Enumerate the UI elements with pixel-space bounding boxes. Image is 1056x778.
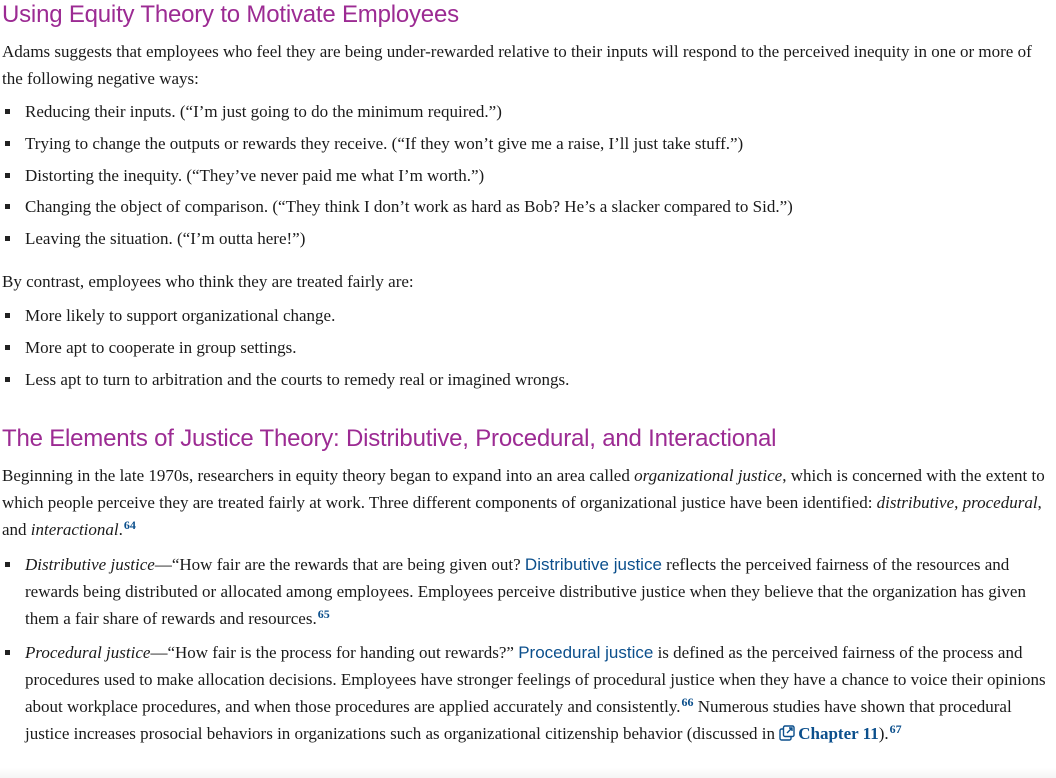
intro-paragraph: Adams suggests that employees who feel they are being under-rewarded relative to their inputs will respond to the perceived inequity in one or more of the following negative ways: [2, 42, 1032, 88]
bullet-icon [5, 141, 10, 146]
list-item: Trying to change the outputs or rewards they receive. (“If they won’t give me a raise, I’ll just take stuff.”) [2, 130, 1056, 162]
term-interactional: interactional [30, 520, 119, 539]
term-organizational-justice: organizational justice [634, 466, 783, 485]
justice-components-list [2, 551, 1056, 747]
list-item: Less apt to turn to arbitration and the courts to remedy real or imagined wrongs. [2, 366, 1056, 398]
bullet-icon [5, 204, 10, 209]
external-link-icon [779, 725, 795, 741]
item-label: Distributive justice [25, 555, 155, 574]
negative-responses-list [2, 98, 1056, 257]
footnote-ref-66[interactable]: 66 [681, 695, 694, 709]
list-item: Distorting the inequity. (“They’ve never paid me what I’m worth.”) [2, 162, 1056, 194]
chapter-11-link[interactable]: Chapter 11 [779, 724, 878, 743]
footnote-ref-67[interactable]: 67 [889, 722, 902, 736]
fair-outcomes-list [2, 302, 1056, 397]
bullet-icon [5, 109, 10, 114]
glossary-term-distributive-justice[interactable]: Distributive justice [524, 555, 662, 574]
list-item-procedural-justice: Procedural justice—“How fair is the process for handing out rewards?” Procedural justice is defined as the perceived fairness of the process and procedures used to make allocation decisions. Employees have stronger feelings of procedural justice when they have a chance to voice their opinions about workplace procedures, and when those procedures are applied accurately and consistently.$^{66}$ Numerous studies have shown that procedural justice increases prosocial behaviors in organizations such as organizational citizenship behavior (discussed in Chapter 11).$^{67}$ [2, 639, 1056, 747]
glossary-term-procedural-justice[interactable]: Procedural justice [518, 643, 654, 662]
bullet-icon [5, 345, 10, 350]
justice-intro-paragraph: Beginning in the late 1970s, researchers in equity theory began to expand into an area called organizational justice, which is concerned with the extent to which people perceive they are treated fairly at work. Three different components of organizational justice have been identified: distributive, procedural, and interactional.$^{64}$ [2, 466, 1045, 539]
list-item-distributive-justice: Distributive justice—“How fair are the rewards that are being given out? Distributive justice reflects the perceived fairness of the resources and rewards being distributed or allocated among employees. Employees perceive distributive justice when they believe that the organization has given them a fair share of rewards and resources.$^{65}$ [2, 551, 1056, 632]
list-item: Leaving the situation. (“I’m outta here!”) [2, 225, 1056, 257]
list-item: Changing the object of comparison. (“They think I don’t work as hard as Bob? He’s a slacker compared to Sid.”) [2, 193, 1056, 225]
bullet-icon [5, 313, 10, 318]
list-item: Reducing their inputs. (“I’m just going to do the minimum required.”) [2, 98, 1056, 130]
bullet-icon [5, 650, 10, 655]
section-heading-justice: The Elements of Justice Theory: Distributive, Procedural, and Interactional [2, 425, 777, 452]
bullet-icon [5, 377, 10, 382]
section-heading-equity: Using Equity Theory to Motivate Employees [2, 1, 459, 28]
scroll-fade [0, 768, 1056, 778]
footnote-ref-65[interactable]: 65 [317, 607, 330, 621]
footnote-ref-64[interactable]: 64 [123, 518, 136, 532]
list-item: More apt to cooperate in group settings. [2, 334, 1056, 366]
contrast-paragraph: By contrast, employees who think they are treated fairly are: [2, 272, 414, 291]
item-label: Procedural justice [25, 643, 151, 662]
bullet-icon [5, 173, 10, 178]
term-procedural: procedural [962, 493, 1038, 512]
bullet-icon [5, 562, 10, 567]
bullet-icon [5, 236, 10, 241]
list-item: More likely to support organizational change. [2, 302, 1056, 334]
term-distributive: distributive [876, 493, 955, 512]
